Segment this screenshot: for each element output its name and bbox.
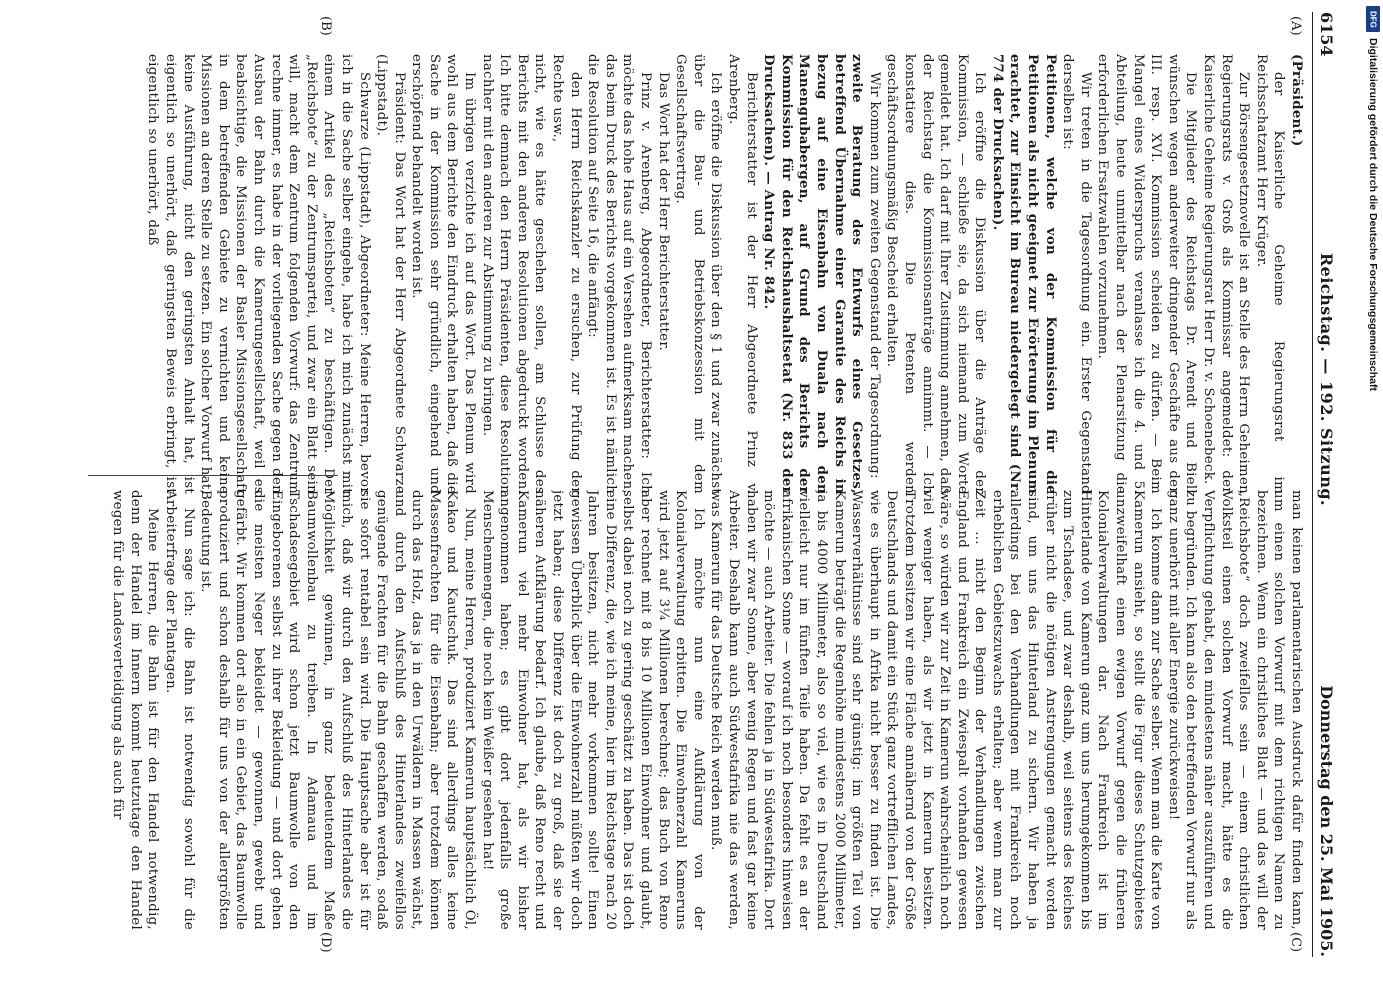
paragraph: Präsident: Das Wort hat der Herr Abgeordnete Schwarze (Lippstadt). bbox=[374, 54, 407, 494]
paragraph: Wir kommen zum zweiten Gegenstand der Tagesordnung: bbox=[866, 72, 882, 479]
paragraph: Nun sage ich: die Bahn ist notwendig sowohl für die Arbeiterfrage der Plantagen. bbox=[163, 490, 196, 930]
running-title: Reichstag. — 192. Sitzung. bbox=[1317, 252, 1337, 507]
agenda-item: Petitionen, welche von der Kommission für die Petitionen als nicht geeignet zur Erörterung im Plenum erachtet, zur Einsicht im Bureau niedergelegt sind (Nr. 774 der Drucksachen). bbox=[989, 54, 1058, 494]
paragraph: man keinen parlamentarischen Ausdruck dafür finden kann, um einen solchen Vorwurf mit dem richtigen Namen zu bezeichnen. Wenn ein christliches Blatt — und das will der „Reichsbote“ doch zweifellos sein — einem christlichen Volksteil einen solchen Vorwurf macht, hätte es die Verpflichtung gehabt, den mindestens näher auszuführen und zu begründen. Ich kann also den betreffenden Vorwurf nur als ganz unerhört mit aller Energie zurückweisen! bbox=[1165, 490, 1304, 930]
page-header bbox=[1315, 12, 1339, 957]
paragraph: Zur Börsengesetznovelle ist an Stelle des Herrn Geheimen Regierungsrats v. Groß als Kommissar angemeldet: der Kaiserliche Geheime Regierungsrat Herr Dr. v. Schoenebeck. bbox=[1201, 54, 1252, 494]
margin-marker-b: (B) bbox=[318, 16, 333, 36]
paragraph: Ich komme dann zur Sache selber. Wenn man die Karte von Kamerun ansieht, so stellt die Figur dieses Schutzgebietes unzweifelhaft einen ewigen Vorwurf gegen die früheren Kolonialverwaltungen dar. Nach Frankreich ist im Hinterlande von Kamerun ganz um uns herumgekommen bis zum Tschadsee, und zwar deshalb, weil seitens des Reiches früher nicht die nötigen Anstrengungen gemacht worden sind, um uns das Hinterland zu sichern. Wir haben ja allerdings bei den Verhandlungen mit Frankreich noch erheblichen Gebietszuwachs erhalten; aber wenn man zur Zeit ... nicht den Beginn der Verhandlungen zwischen England und Frankreich ein Zwiespalt vorhanden gewesen wäre, so würden wir zur Zeit in Kamerun wahrscheinlich noch viel weniger haben, als wir jetzt in Kamerun besitzen. Trotzdem besitzen wir eine Fläche annähernd von der Größe Deutschlands und damit ein Stück ganz vortrefflichen Landes, wie es überhaupt in Afrika nicht besser zu finden ist. Die Wasserverhältnisse sind sehr günstig: im größten Teil von Kamerun beträgt die Regenhöhe mindestens 2000 Millimeter, ja bis 4000 Millimeter, also so viel, wie es in Deutschland vielleicht nur im fünften Teile haben. Da fehlt es an der afrikanischen Sonne — worauf ich noch besonders hinweisen möchte — auch Arbeiter. Die fehlen ja in Südwestafrika. Dort haben wir zwar Sonne, aber wenig Regen und fast gar keine Arbeiter. Deshalb kann auch Südwestafrika nie das werden, was Kamerun für das Deutsche Reich werden muß. bbox=[708, 490, 1164, 930]
paragraph: Nun, meine Herren, produziert Kamerun hauptsächlich Öl, Kakao und Kautschuk. Das sind allerdings alles keine Massenfrachten für die Eisenbahn; aber trotzdem können durch das Holz, das ja in den Urwäldern in Massen wächst, und durch den Aufschluß des Hinterlandes zweifellos genügende Frachten für die Bahn geschaffen werden, sodaß sie sofort rentabel sein wird. Die Hauptsache aber ist für mich, daß wir durch den Aufschluß des Hinterlandes die Möglichkeit gewinnen, in ganz bedeutendem Maße Baumwollenbau zu treiben. In Adamaua und im Tschadseegebiet wird schon jetzt Baumwolle von den Eingeborenen selbst zu ihrer Bekleidung — und dort gehen die meisten Neger bekleidet — gewonnen, gewebt und gefärbt. Wir kommen dort also in ein Gebiet, das Baumwolle produziert und schon deshalb für uns von der allergrößten Bedeutung ist. bbox=[198, 490, 478, 930]
paragraph: Ich eröffne die Diskussion über die Anträge der Kommission, — schließe sie, da sich niemand zum Worte gemeldet hat. Ich darf mit Ihrer Zustimmung annehmen, daß der Reichstag die Kommissionsanträge annimmt. — Ich konstatiere dies. Die Petenten werden geschäftsordnungsmäßig Bescheid erhalten. bbox=[884, 54, 988, 494]
page-number: 6154 bbox=[1317, 12, 1337, 57]
dfg-logo: DFG bbox=[1366, 6, 1380, 32]
paragraph: Ich möchte nun eine Aufklärung von der Kolonialverwaltung erbitten. Die Einwohnerzahl Kameruns wird jetzt auf 3¼ Millionen berechnet; das Buch von Reno aber rechnet mit 8 bis 10 Millionen Einwohner und glaubt, selbst dabei noch zu gering geschätzt zu haben. Das ist doch eine Differenz, die, wie ich meine, hier im Reichstage nach 20 Jahren besitzen, nicht mehr vorkommen sollte! Einen gewissen Überblick über die Einwohnerzahl müßten wir doch jetzt haben; diese Differenz ist doch zu groß, daß sie der näheren Aufklärung bedarf. Ich glaube, daß Reno recht und Kamerun viel mehr Einwohner hat, als wir bisher angenommen haben; es gibt dort jedenfalls große Menschenmengen, die noch kein Weißer gesehen hat! bbox=[479, 490, 706, 930]
margin-marker-c: (C) bbox=[1288, 932, 1303, 953]
paragraph: (Präsident.) bbox=[1289, 54, 1304, 147]
paragraph: Meine Herren, die Bahn ist für den Handel notwendig, denn der Handel im Innern kommt heutzutage den Handel wegen für die Landesverteidigung als auch für bbox=[110, 490, 161, 930]
right-column bbox=[60, 490, 1305, 930]
column-divider bbox=[88, 475, 338, 476]
paragraph: Im übrigen verzichte ich auf das Wort. Das Plenum wird wohl aus dem Berichte den Eindruck erhalten haben, daß die Sache in der Kommission sehr gründlich, eingehend und erschöpfend behandelt worden ist. bbox=[409, 54, 478, 494]
agenda-item: zweite Beratung des Entwurfs eines Gesetzes, betreffend Übernahme einer Garantie des Reichs in bezug auf eine Eisenbahn von Duala nach den Manengubabergen, auf Grund des Berichts der Kommission für den Reichshaushaltsetat (Nr. 833 der Drucksachen). — Antrag Nr. 842. bbox=[761, 54, 865, 494]
margin-marker-d: (D) bbox=[318, 932, 333, 953]
paragraph: Die Mitglieder des Reichstags Dr. Arendt und Biell wünschen wegen anderweiter dringender Geschäfte aus der III. resp. XVI. Kommission scheiden zu dürfen. — Beim Mangel eines Widerspruchs veranlasse ich die 4. und 5. Abteilung, heute unmittelbar nach der Plenarsitzung die erforderlichen Ersatzwahlen vorzunehmen. bbox=[1095, 54, 1199, 494]
paragraph: der Kaiserliche Geheime Regierungsrat im Reichsschatzamt Herr Krüger. bbox=[1253, 54, 1287, 494]
header-rule bbox=[1312, 12, 1313, 957]
paragraph: Das Wort hat der Herr Berichterstatter. bbox=[655, 72, 671, 352]
paragraph: nicht, wie es hätte geschehen sollen, am Schlusse des Berichts mit den anderen Resolutionen abgedruckt worden. Ich bitte demnach den Herrn Präsidenten, diese Resolution nachher mit den anderen zur Abstimmung zu bringen. bbox=[479, 54, 548, 494]
paragraph: Prinz v. Arenberg, Abgeordneter, Berichterstatter: Ich möchte das hohe Haus auf ein Versehen aufmerksam machen, das beim Druck des Berichts vorgekommen ist. Es ist nämlich die Resolution auf Seite 16, die anfängt: bbox=[585, 54, 654, 494]
paragraph: Ich eröffne die Diskussion über den § 1 und zwar zunächst über die Bau- und Betriebskonzession mit dem Gesellschaftsvertrag. bbox=[673, 54, 724, 494]
credit-text: Digitalisierung gefördert durch die Deutsche Forschungsgemeinschaft bbox=[1367, 38, 1379, 391]
paragraph: Schwarze (Lippstadt), Abgeordneter: Meine Herren, bevor ich in die Sache selber eingehe, habe ich mich zunächst mit einem Artikel des „Reichsboten“ zu beschäftigen. Der „Reichsbote“ zu der Zentrumspartei, und zwar ein Blatt sein will, macht dem Zentrum folgenden Vorwurf: das Zentrum rechne immer, es habe in der vorliegenden Sache gegen den Ausbau der Bahn durch die Kamerungesellschaft, weil es beabsichtige, die Missionen der Basler Missionsgesellschaft in dem betreffenden Gebiete zu vernichten und keine Missionen an deren Stelle zu setzen. Ein solcher Vorwurf hat, keine Ausführung, nicht den geringsten Anhalt hat, ist eigentlich so unerhört, daß geringsten Beweis erbringt, ist eigentlich so unerhört, daß bbox=[145, 54, 372, 494]
newspaper-page bbox=[28, 12, 1343, 962]
digitization-credit bbox=[1363, 6, 1383, 996]
paragraph: Berichterstatter ist der Herr Abgeordnete Prinz v. Arenberg. bbox=[726, 54, 759, 494]
left-column bbox=[60, 54, 1305, 494]
paragraph: Wir treten in die Tagesordnung ein. Erster Gegenstand derselben ist: bbox=[1060, 54, 1093, 494]
margin-marker-a: (A) bbox=[1288, 16, 1303, 36]
session-date: Donnerstag den 25. Mai 1905. bbox=[1317, 685, 1337, 957]
quotation: den Herrn Reichskanzler zu ersuchen, zur Prüfung der Rechte usw., bbox=[550, 54, 583, 494]
